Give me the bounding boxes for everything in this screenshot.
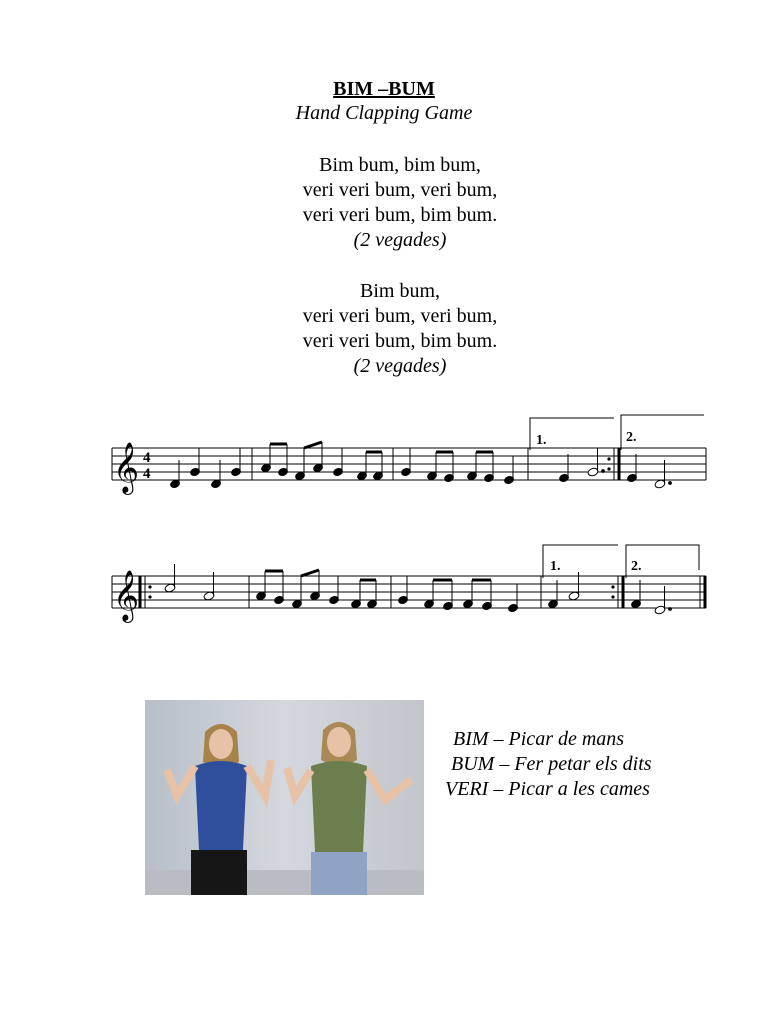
verse-line: Bim bum, xyxy=(359,280,440,302)
time-signature-top: 4 xyxy=(143,450,151,466)
repeat-note: (2 vegades) xyxy=(353,229,447,251)
repeat-note: (2 vegades) xyxy=(353,355,447,377)
ending-1-label: 1. xyxy=(550,559,561,574)
legend-veri: VERI – Picar a les cames xyxy=(445,778,650,800)
verse-1 xyxy=(0,153,768,253)
verse-line: veri veri bum, bim bum. xyxy=(302,204,498,226)
verse-line: veri veri bum, veri bum, xyxy=(302,305,498,327)
legend-bim: BIM – Picar de mans xyxy=(453,728,625,750)
music-staff-2 xyxy=(0,530,768,640)
verse-line: veri veri bum, bim bum. xyxy=(302,330,498,352)
song-title: BIM –BUM xyxy=(333,78,435,100)
ending-2-label: 2. xyxy=(626,430,637,445)
verse-2 xyxy=(0,279,768,379)
notes-row-2 xyxy=(164,564,671,615)
ending-2-label: 2. xyxy=(631,559,642,574)
song-subtitle: Hand Clapping Game xyxy=(295,102,473,124)
time-signature-bottom: 4 xyxy=(143,466,151,482)
treble-clef-icon: 𝄞 xyxy=(113,442,140,493)
music-staff-1 xyxy=(0,400,768,510)
treble-clef-icon: 𝄞 xyxy=(113,570,140,621)
verse-line: veri veri bum, veri bum, xyxy=(302,179,498,201)
verse-line: Bim bum, bim bum, xyxy=(319,154,481,176)
action-legend xyxy=(445,727,652,802)
ending-1-label: 1. xyxy=(536,433,547,448)
performers-photo xyxy=(145,700,424,895)
notes-row-1 xyxy=(170,442,672,489)
legend-bum: BUM – Fer petar els dits xyxy=(451,753,652,775)
